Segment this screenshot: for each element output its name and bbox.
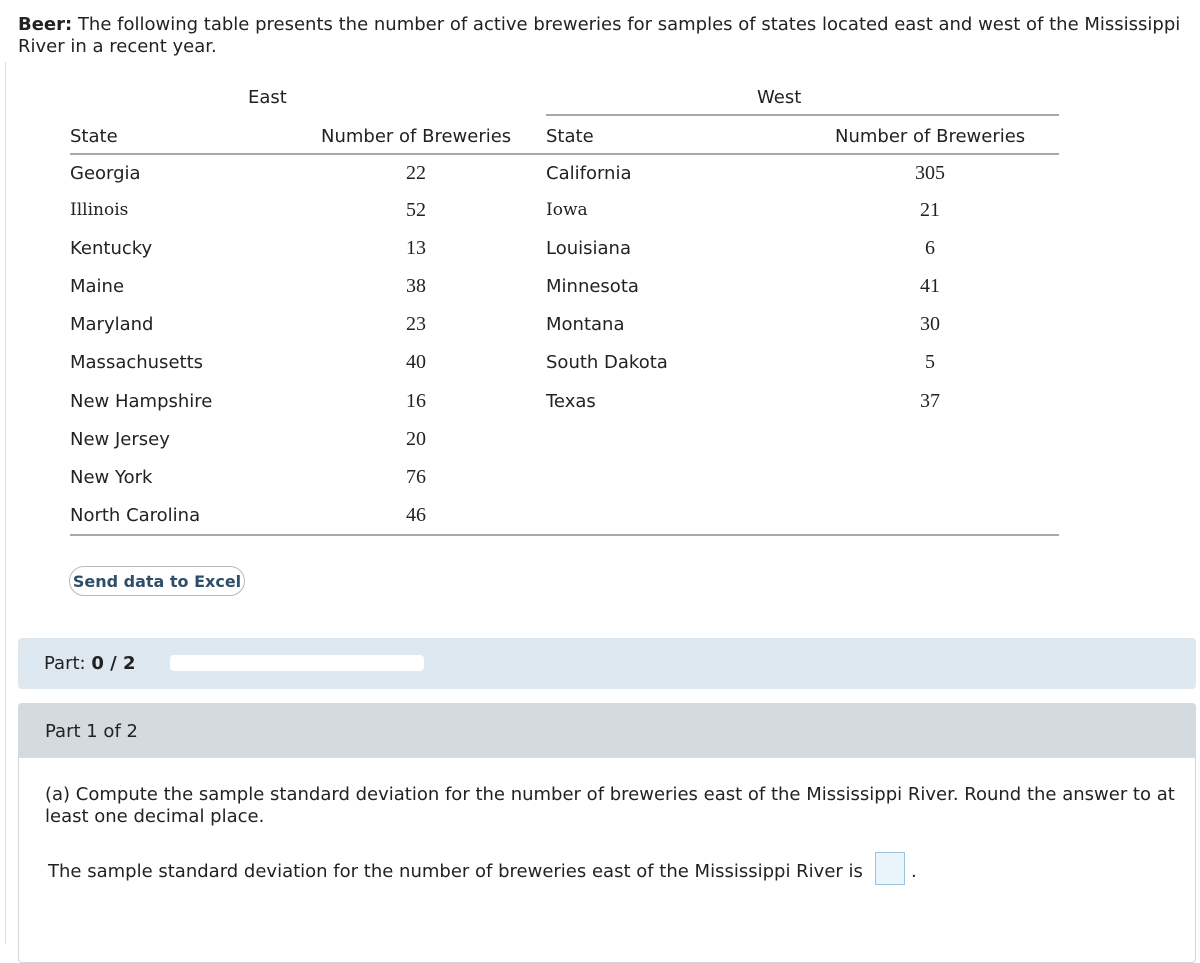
progress-track bbox=[170, 655, 424, 671]
west-count-cell: 21 bbox=[920, 199, 940, 221]
col-header-east-breweries: Number of Breweries bbox=[321, 126, 512, 147]
east-state-cell: Massachusetts bbox=[70, 352, 204, 373]
east-header: East bbox=[248, 87, 287, 108]
send-to-excel-button[interactable]: Send data to Excel bbox=[69, 566, 245, 596]
west-state-cell: Minnesota bbox=[546, 276, 639, 297]
problem-intro bbox=[18, 14, 1193, 58]
west-count-cell: 30 bbox=[920, 313, 940, 335]
east-count-cell: 13 bbox=[406, 237, 426, 259]
header-rule bbox=[70, 153, 1059, 155]
west-state-cell: Iowa bbox=[546, 200, 588, 220]
question-text: (a) Compute the sample standard deviation for the number of breweries east of the Mississippi River. Round the answer to at least one decimal place. bbox=[45, 784, 1175, 827]
table-bottom-rule bbox=[70, 534, 1059, 536]
west-count-cell: 5 bbox=[925, 351, 935, 373]
east-state-cell: North Carolina bbox=[70, 505, 201, 526]
problem-text: The following table presents the number of active breweries for samples of states located east and west of the Mississippi River in a recent year. bbox=[18, 14, 1181, 57]
answer-input[interactable] bbox=[875, 852, 905, 885]
west-count-cell: 305 bbox=[915, 162, 945, 184]
left-border bbox=[5, 62, 6, 944]
east-state-cell: Georgia bbox=[70, 163, 141, 184]
part-progress-value: 0 / 2 bbox=[91, 653, 136, 674]
east-count-cell: 76 bbox=[406, 466, 426, 488]
west-count-cell: 6 bbox=[925, 237, 935, 259]
east-count-cell: 23 bbox=[406, 313, 426, 335]
west-state-cell: South Dakota bbox=[546, 352, 668, 373]
east-count-cell: 20 bbox=[406, 428, 426, 450]
answer-prompt: The sample standard deviation for the number of breweries east of the Mississippi River is bbox=[48, 861, 863, 882]
east-count-cell: 22 bbox=[406, 162, 426, 184]
east-count-cell: 52 bbox=[406, 199, 426, 221]
col-header-west-state: State bbox=[546, 126, 594, 147]
question-card-header bbox=[18, 703, 1196, 758]
west-count-cell: 37 bbox=[920, 390, 940, 412]
answer-period: . bbox=[911, 861, 917, 882]
part-progress-prefix: Part: bbox=[44, 653, 92, 674]
col-header-west-breweries: Number of Breweries bbox=[835, 126, 1026, 147]
part-progress-label bbox=[44, 653, 135, 674]
east-state-cell: Kentucky bbox=[70, 238, 153, 259]
west-state-cell: Texas bbox=[546, 391, 596, 412]
east-state-cell: New Hampshire bbox=[70, 391, 213, 412]
problem-title: Beer: bbox=[18, 14, 73, 35]
east-count-cell: 46 bbox=[406, 504, 426, 526]
east-state-cell: New York bbox=[70, 467, 153, 488]
west-count-cell: 41 bbox=[920, 275, 940, 297]
east-state-cell: New Jersey bbox=[70, 429, 170, 450]
east-state-cell: Maryland bbox=[70, 314, 154, 335]
east-state-cell: Illinois bbox=[70, 200, 129, 220]
part-heading: Part 1 of 2 bbox=[45, 721, 138, 742]
west-state-cell: Louisiana bbox=[546, 238, 631, 259]
west-state-cell: Montana bbox=[546, 314, 625, 335]
east-count-cell: 40 bbox=[406, 351, 426, 373]
east-count-cell: 38 bbox=[406, 275, 426, 297]
west-group-rule bbox=[546, 114, 1059, 116]
west-header: West bbox=[757, 87, 802, 108]
col-header-east-state: State bbox=[70, 126, 118, 147]
east-count-cell: 16 bbox=[406, 390, 426, 412]
east-state-cell: Maine bbox=[70, 276, 125, 297]
west-state-cell: California bbox=[546, 163, 632, 184]
